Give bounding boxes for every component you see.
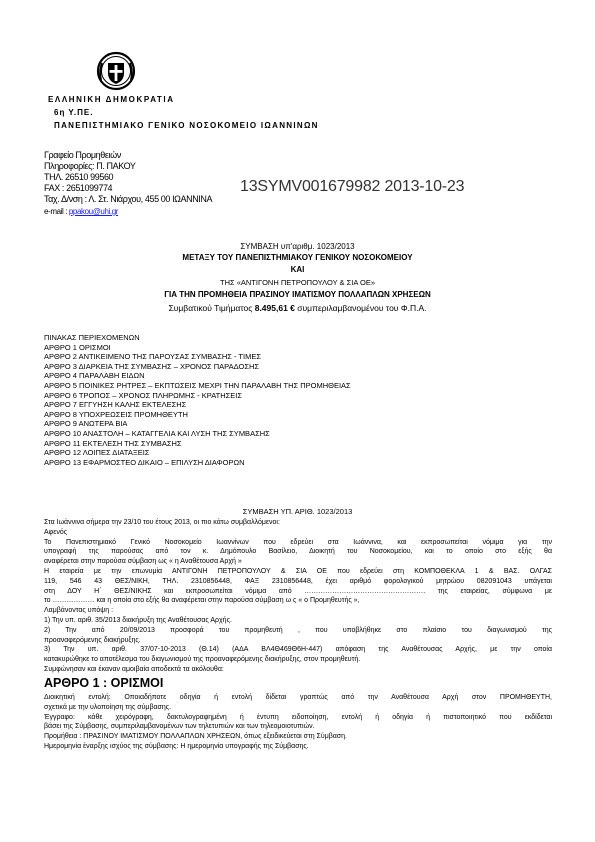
office-line: Γραφείο Προμηθειών — [44, 150, 121, 160]
toc-item: ΑΡΘΡΟ 11 ΕΚΤΕΛΕΣΗ ΤΗΣ ΣΥΜΒΑΣΗΣ — [44, 438, 182, 448]
office-line: FAX : 2651099774 — [44, 183, 113, 193]
email-label: e-mail : — [44, 207, 68, 216]
preamble-line: 3) Την υπ. αριθ. 37/07-10-2013 (Θ.14) (ΑΔΑ ΒΛ4Θ469Θ6Η-447) απόφαση της Αναθέτουσας Αρχής, με την οποία — [44, 646, 552, 654]
office-line: Ταχ. Δ/νση : Λ. Στ. Νιάρχου, 455 00 ΙΩΑΝΝΙΝΑ — [44, 194, 213, 204]
toc-item: ΑΡΘΡΟ 3 ΔΙΑΡΚΕΙΑ ΤΗΣ ΣΥΜΒΑΣΗΣ – ΧΡΟΝΟΣ ΠΑΡΑΔΟΣΗΣ — [44, 361, 260, 371]
table-of-contents — [44, 333, 351, 467]
toc-item: ΑΡΘΡΟ 2 ΑΝΤΙΚΕΙΜΕΝΟ ΤΗΣ ΠΑΡΟΥΣΑΣ ΣΥΜΒΑΣΗΣ - ΤΙΜΕΣ — [44, 352, 261, 362]
contract-number: ΣΥΜΒΑΣΗ υπ'αριθμ. 1023/2013 — [240, 242, 355, 251]
preamble-line: 1) Την υπ. αριθ. 35/2013 διακήρυξη της Αναθέτουσας Αρχής. — [44, 616, 232, 624]
preamble-line: στη ΔΟΥ Η΄ ΘΕΣ/ΝΙΚΗΣ και εκπροσωπείται νόμιμα από ……………………………………………. της εταιρείας, σύμφωνα με — [44, 587, 552, 595]
preamble-line: Συμφώνησαν και έκαναν αμοιβαία αποδεκτά τα ακόλουθα: — [44, 665, 224, 673]
office-line: ΤΗΛ. 26510 99560 — [44, 172, 114, 182]
preamble-line: προαναφερόμενης διακήρυξης. — [44, 636, 141, 644]
email-line — [44, 206, 212, 217]
subject-line: ΓΙΑ ΤΗΝ ΠΡΟΜΗΘΕΙΑ ΠΡΑΣΙΝΟΥ ΙΜΑΤΙΣΜΟΥ ΠΟΛΛΑΠΛΩΝ ΧΡΗΣΕΩΝ — [164, 290, 431, 299]
hospital-heading: ΠΑΝΕΠΙΣΤΗΜΙΑΚΟ ΓΕΝΙΚΟ ΝΟΣΟΚΟΜΕΙΟ ΙΩΑΝΝΙΝΩΝ — [54, 121, 319, 130]
article-1-line: Διοικητική εντολή: Οποιαδήποτε οδηγία ή εντολή δίδεται γραπτώς από την Αναθέτουσα Αρχή στον ΠΡΟΜΗΘΕΥΤΗ, — [44, 694, 552, 701]
toc-item: ΑΡΘΡΟ 9 ΑΝΩΤΕΡΑ ΒΙΑ — [44, 419, 128, 429]
health-region-heading: 6η Υ.ΠΕ. — [54, 108, 94, 117]
contract-preamble — [44, 518, 552, 675]
toc-item: ΑΡΘΡΟ 5 ΠΟΙΝΙΚΕΣ ΡΗΤΡΕΣ – ΕΚΠΤΩΣΕΙΣ ΜΕΧΡΙ ΤΗΝ ΠΑΡΑΛΑΒΗ ΤΗΣ ΠΡΟΜΗΘΕΙΑΣ — [44, 380, 351, 390]
registry-stamp: 13SYMV001679982 2013-10-23 — [240, 178, 465, 195]
toc-item: ΑΡΘΡΟ 6 ΤΡΟΠΟΣ – ΧΡΟΝΟΣ ΠΛΗΡΩΜΗΣ - ΚΡΑΤΗΣΕΙΣ — [44, 390, 242, 400]
article-1-line: Προμήθεια : ΠΡΑΣΙΝΟΥ ΙΜΑΤΙΣΜΟΥ ΠΟΛΛΑΠΛΩΝ ΧΡΗΣΕΩΝ, όπως εξειδικεύεται στη Σύμβαση. — [44, 733, 347, 741]
article-1-line: Έγγραφο: κάθε χειρόγραφη, δακτυλογραφημένη ή έντυπη ειδοποίηση, εντολή ή οδηγία ή πιστοποιητικό που εκδίδεται — [44, 713, 552, 721]
toc-item: ΑΡΘΡΟ 7 ΕΓΓΥΗΣΗ ΚΑΛΗΣ ΕΚΤΕΛΕΣΗΣ — [44, 400, 187, 410]
article-1-line: βάσει της Σύμβασης, συμπεριλαμβανομένων των τηλετυπιών και των τηλεομοιοτυπιών. — [44, 723, 315, 731]
preamble-line: υπογραφή της παρούσας από τον κ. Δημόπουλο Βασίλειο, Διοικητή του Νοσοκομείου, και το οποίο στο εξής θα — [44, 548, 552, 556]
and-line: ΚΑΙ — [290, 265, 305, 274]
price-line — [0, 303, 595, 313]
office-info-block — [44, 150, 212, 217]
toc-heading: ΠΙΝΑΚΑΣ ΠΕΡΙΕΧΟΜΕΝΩΝ — [44, 333, 140, 342]
article-1-body — [44, 693, 552, 752]
preamble-line: Η εταιρεία με την επωνυμία ΑΝΤΙΓΟΝΗ ΠΕΤΡΟΠΟΥΛΟΥ & ΣΙΑ ΟΕ που εδρεύει στη ΚΟΜΠΟΘΕΚΛΑ 1 & ΒΑΣ. ΟΛΓΑΣ — [44, 567, 552, 575]
coat-of-arms-emblem — [96, 50, 136, 92]
price-value: 8.495,61 € — [254, 303, 295, 313]
article-1-line: Ημερομηνία έναρξης ισχύος της σύμβασης: Η ημερομηνία υπογραφής της Σύμβασης. — [44, 742, 309, 750]
preamble-line: Αφενός — [44, 528, 68, 536]
preamble-line: Στα Ιωάννινα σήμερα την 23/10 του έτους 2013, οι πιο κάτω συμβαλλόμενοι: — [44, 519, 280, 526]
price-suffix: συμπεριλαμβανομένου του Φ.Π.Α. — [297, 303, 427, 313]
between-line: ΜΕΤΑΞΥ ΤΟΥ ΠΑΝΕΠΙΣΤΗΜΙΑΚΟΥ ΓΕΝΙΚΟΥ ΝΟΣΟΚΟΜΕΙΟΥ — [182, 253, 413, 262]
toc-item: ΑΡΘΡΟ 4 ΠΑΡΑΛΑΒΗ ΕΙΔΩΝ — [44, 371, 145, 381]
contract-heading: ΣΥΜΒΑΣΗ ΥΠ. ΑΡΙΘ. 1023/2013 — [242, 507, 353, 516]
toc-item: ΑΡΘΡΟ 8 ΥΠΟΧΡΕΩΣΕΙΣ ΠΡΟΜΗΘΕΥΤΗ — [44, 409, 188, 419]
price-prefix: Συμβατικού Τιμήματος — [168, 303, 253, 313]
toc-item: ΑΡΘΡΟ 13 ΕΦΑΡΜΟΣΤΕΟ ΔΙΚΑΙΟ – ΕΠΙΛΥΣΗ ΔΙΑΦΟΡΩΝ — [44, 457, 245, 467]
toc-item: ΑΡΘΡΟ 1 ΟΡΙΣΜΟΙ — [44, 342, 111, 352]
email-link[interactable]: ppakou@uhi.gr — [68, 207, 119, 216]
toc-item: ΑΡΘΡΟ 10 ΑΝΑΣΤΟΛΗ – ΚΑΤΑΓΓΕΛΙΑ ΚΑΙ ΛΥΣΗ ΤΗΣ ΣΥΜΒΑΣΗΣ — [44, 428, 270, 438]
preamble-line: Λαμβάνοντας υπόψη : — [44, 607, 114, 615]
article-1-heading: ΑΡΘΡΟ 1 : ΟΡΙΣΜΟΙ — [44, 676, 164, 690]
republic-heading: ΕΛΛΗΝΙΚΗ ΔΗΜΟΚΡΑΤΙΑ — [48, 95, 175, 104]
preamble-line: 2) Την από 20/09/2013 προσφορά του προμηθευτή , που υποβλήθηκε στο πλαίσιο του διαγωνισμού της — [44, 626, 552, 634]
preamble-line: κατακυρώθηκε το αποτέλεσμα του διαγωνισμού της προαναφερόμενης διακήρυξης, στον προμηθευτή. — [44, 656, 361, 664]
company-line: ΤΗΣ «ΑΝΤΙΓΟΝΗ ΠΕΤΡΟΠΟΥΛΟΥ & ΣΙΑ ΟΕ» — [219, 278, 376, 287]
preamble-line: το ……………… και η οποία στο εξής θα αναφέρεται στην παρούσα σύμβαση ω ς « ο Προμηθευτής », — [44, 597, 360, 605]
toc-item: ΑΡΘΡΟ 12 ΛΟΙΠΕΣ ΔΙΑΤΑΞΕΙΣ — [44, 448, 150, 458]
article-1-line: σχετικά με την υλοποίηση της σύμβασης. — [44, 703, 172, 711]
preamble-line: Το Πανεπιστημιακό Γενικό Νοσοκομείο Ιωαννίνων που εδρεύει στα Ιωάννινα, και εκπροσωπείται νόμιμα για την — [44, 538, 552, 546]
preamble-line: αναφέρεται στην παρούσα σύμβαση ως « η Αναθέτουσα Αρχή » — [44, 558, 242, 566]
preamble-line: 119, 546 43 ΘΕΣ/ΝΙΚΗ, ΤΗΛ. 2310856448, ΦΑΞ 2310856448, έχει αριθμό φορολογικού μητρώου 082091043 υπάγεται — [44, 577, 552, 585]
office-line: Πληροφορίες: Π. ΠΑΚΟΥ — [44, 161, 136, 171]
